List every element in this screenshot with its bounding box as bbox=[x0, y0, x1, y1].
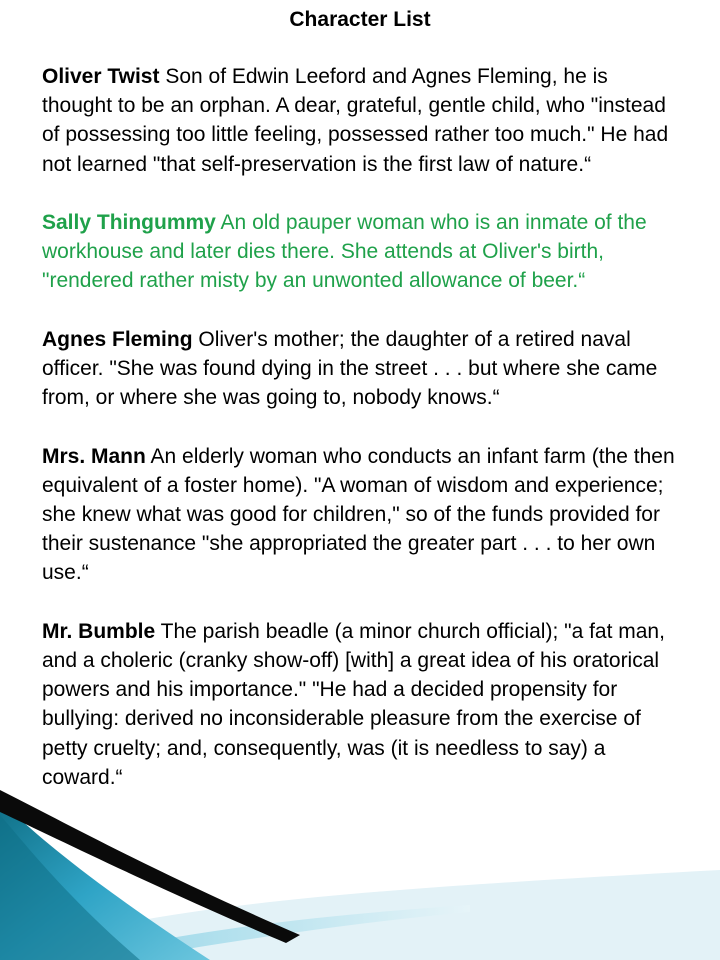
character-description: An old pauper woman who is an inmate of the workhouse and later dies there. She attends at Oliver's birth, "rendered rather misty by an unwonted allowance of beer.“ bbox=[42, 211, 647, 293]
character-description: An elderly woman who conducts an infant farm (the then equivalent of a foster home). "A woman of wisdom and experience; she knew what was good for children," so of the funds provided for their sustenance "she appropriated the greater part . . . to her own use.“ bbox=[42, 444, 675, 585]
character-description: Oliver's mother; the daughter of a retired naval officer. "She was found dying in the street . . . but where she came from, or where she was going to, nobody knows.“ bbox=[42, 327, 658, 410]
character-entry-agnes-fleming bbox=[42, 325, 682, 413]
character-entry-mr-bumble bbox=[42, 617, 682, 792]
character-description: The parish beadle (a minor church official); "a fat man, and a choleric (cranky show-off) [with] a great idea of his oratorical powers and his importance." "He had a decided propensity for bullying: derived no inconsiderable pleasure from the exercise of petty cruelty; and, consequently, was (it is needless to say) a coward.“ bbox=[42, 619, 665, 789]
character-entry-sally-thingummy bbox=[42, 208, 682, 296]
page-title: Character List bbox=[289, 8, 431, 31]
character-entry-mrs-mann bbox=[42, 442, 682, 588]
character-description: Son of Edwin Leeford and Agnes Fleming, he is thought to be an orphan. A dear, grateful, gentle child, who "instead of possessing too little feeling, possessed rather too much." He had not learned "that self-preservation is the first law of nature.“ bbox=[42, 65, 669, 176]
character-name: Mr. Bumble bbox=[42, 619, 156, 643]
character-name: Agnes Fleming bbox=[42, 327, 193, 351]
character-list bbox=[42, 62, 682, 821]
character-name: Mrs. Mann bbox=[42, 444, 146, 468]
character-name: Oliver Twist bbox=[42, 65, 160, 88]
character-name: Sally Thingummy bbox=[42, 211, 216, 234]
character-entry-oliver-twist bbox=[42, 62, 682, 179]
